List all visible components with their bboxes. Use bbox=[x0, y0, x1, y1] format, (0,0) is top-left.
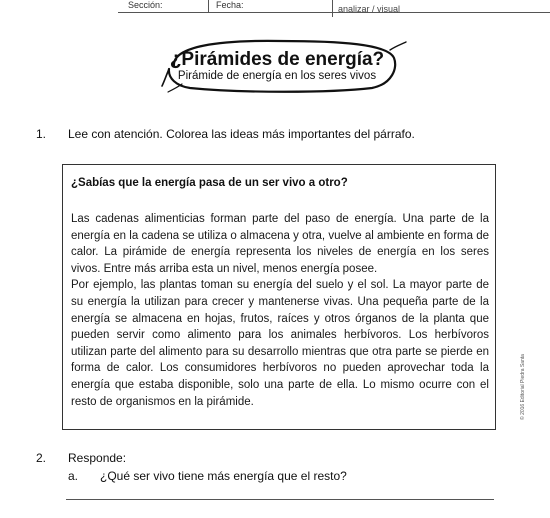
page-subtitle: Pirámide de energía en los seres vivos bbox=[177, 70, 377, 82]
header-divider bbox=[208, 0, 209, 12]
question-number: 2. bbox=[36, 451, 47, 465]
reading-box bbox=[62, 164, 496, 430]
header-rule bbox=[118, 12, 550, 13]
reading-body bbox=[71, 211, 489, 410]
question-number: 1. bbox=[36, 127, 47, 141]
page-title: ¿Pirámides de energía? bbox=[169, 49, 385, 70]
fecha-label: Fecha: bbox=[216, 0, 244, 10]
seccion-label: Sección: bbox=[128, 0, 163, 10]
reading-heading: ¿Sabías que la energía pasa de un ser vivo a otro? bbox=[71, 177, 348, 189]
sub-question-letter: a. bbox=[68, 469, 79, 483]
header-strip bbox=[0, 0, 550, 17]
sub-question-text: ¿Qué ser vivo tiene más energía que el resto? bbox=[100, 469, 347, 483]
reading-paragraph: Por ejemplo, las plantas toman su energía del suelo y el sol. La mayor parte de su energía la utilizan para crecer y mantenerse vivas. Una pequeña parte de la energía se almacena en hojas, frutos, raíces y otros órganos de la planta que pueden servir como alimento para los animales herbívoros. Los herbívoros utilizan parte del alimento para su desarrollo mientras que otra parte se pierde en forma de calor. Los consumidores herbívoros no pueden aprovechar toda la energía que estaba disponible, solo una parte de ella. Lo mismo ocurre con el resto de organismos en la pirámide. bbox=[71, 279, 489, 408]
question-instruction: Responde: bbox=[68, 451, 127, 465]
answer-line[interactable] bbox=[66, 499, 494, 500]
copyright-notice: © 2016 Editorial Piedra Santa bbox=[520, 354, 526, 420]
header-divider bbox=[332, 0, 333, 17]
title-banner bbox=[160, 36, 410, 94]
reading-paragraph: Las cadenas alimenticias forman parte del paso de energía. Una parte de la energía en la cadena se utiliza o almacena y otra, vuelve al ambiente en forma de calor. La pirámide de energía representa los niveles de energía en los seres vivos. Entre más arriba esta un nivel, menos energía posee. bbox=[71, 213, 489, 275]
question-instruction: Lee con atención. Colorea las ideas más importantes del párrafo. bbox=[68, 127, 415, 141]
skill-label: analizar / visual bbox=[338, 4, 401, 14]
